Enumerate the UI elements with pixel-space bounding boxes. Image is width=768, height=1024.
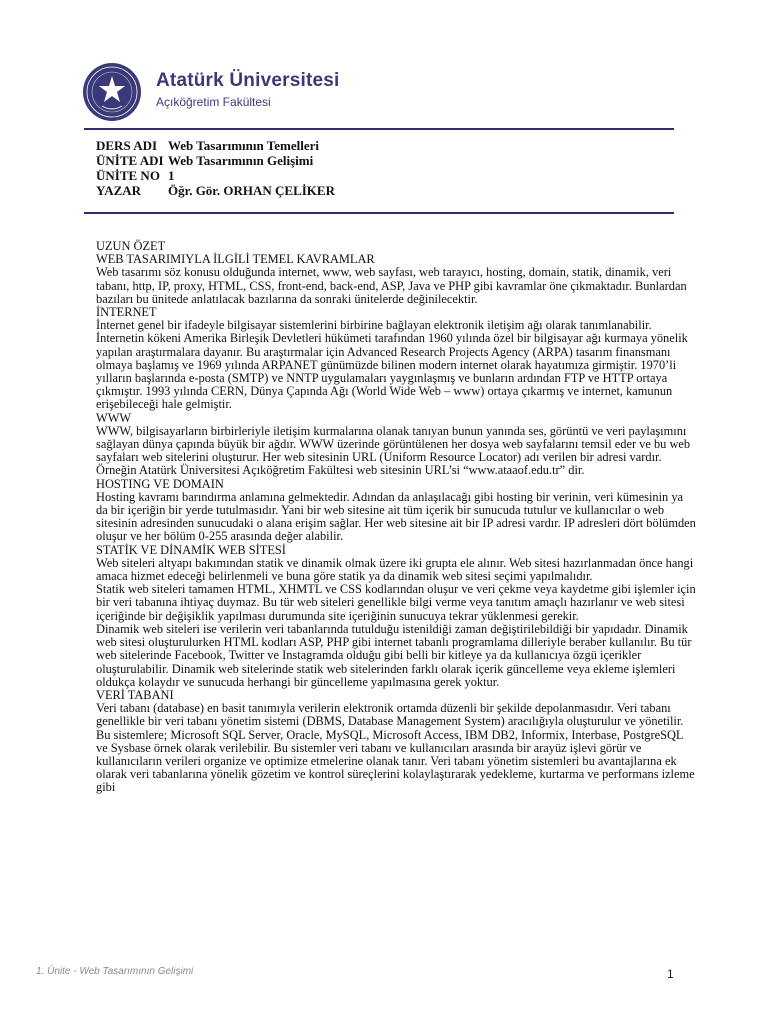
meta-value: Öğr. Gör. ORHAN ÇELİKER (168, 183, 335, 198)
faculty-name: Açıköğretim Fakültesi (156, 95, 271, 109)
meta-value: Web Tasarımının Temelleri (168, 138, 319, 153)
university-seal-icon (82, 62, 142, 122)
footer-unit-title: 1. Ünite - Web Tasarımının Gelişimi (36, 966, 194, 977)
paragraph: Statik web siteleri tamamen HTML, XHMTL ve CSS kodlarından oluşur ve veri çekme veya kaydetme gibi işlemler için bir veri tabanına ihtiyaç duymaz. Bu tür web siteleri genellikle bilgi verme veya tanıtım amaçlı hazırlanır ve web sitesi içeriğinde bir değişiklik yapılması durumunda site içeriğinin sunucuya tekrar yüklenmesi gerekir. (96, 582, 696, 623)
meta-label: ÜNİTE NO (96, 168, 160, 183)
header (82, 62, 482, 122)
meta-row-author (96, 183, 335, 198)
meta-label: YAZAR (96, 183, 142, 198)
meta-value: Web Tasarımının Gelişimi (168, 153, 314, 168)
paragraph: Hosting kavramı barındırma anlamına gelmektedir. Adından da anlaşılacağı gibi hosting bir verinin, veri kümesinin ya da bir içeriğin bir yerde tutulmasıdır. Yani bir web sitesine ait tüm içerik bir sunucuda tutulur ve kullanıcılar o web sitesinin adresinden sunucudaki o alana erişim sağlar. Her web sitesine ait bir IP adresi vardır. IP adresleri dört bölümden oluşur ve her bölüm 0-255 arasında değer alabilir. (96, 489, 696, 544)
meta-row-unit-name (96, 153, 335, 168)
page-number: 1 (667, 967, 674, 981)
meta-row-unit-no (96, 168, 335, 183)
meta-row-course (96, 138, 335, 153)
section-heading: İNTERNET (96, 305, 157, 320)
paragraph: Web tasarımı söz konusu olduğunda internet, www, web sayfası, web tarayıcı, hosting, domain, statik, dinamik, veri tabanı, http, IP, proxy, HTML, CSS, front-end, back-end, ASP, Java ve PHP gibi kavramlar öne çıkmaktadır. Bunlardan bazıları bu ünitede anlatılacak bazılarına da sonraki ünitelerde değinilecektir. (96, 265, 687, 306)
summary-content (96, 240, 696, 795)
section-heading: HOSTING VE DOMAIN (96, 476, 224, 491)
summary-title: UZUN ÖZET (96, 239, 166, 253)
meta-label: ÜNİTE ADI (96, 153, 164, 168)
section-heading: VERİ TABANI (96, 687, 174, 702)
paragraph: Dinamik web siteleri ise verilerin veri tabanlarında tutulduğu istenildiği zaman değiştirilebildiği bir yapıdadır. Dinamik web sitesi oluşturulurken HTML kodları ASP, PHP gibi internet tabanlı programlama dilleriyle beraber kullanılır. Bu tür web sitelerinde Facebook, Twitter ve Instagramda olduğu gibi belli bir kitleye ya da kullanıcıya özgü içerikler oluşturulabilir. Dinamik web sitelerinde statik web sitelerinden farklı olarak içerik güncelleme veya ekleme işlemleri oldukça kolaydır ve sunucuda herhangi bir güncelleme yapılmasına gerek yoktur. (96, 621, 692, 689)
course-meta (96, 138, 335, 198)
top-divider (84, 128, 674, 130)
university-name: Atatürk Üniversitesi (156, 70, 340, 91)
meta-divider (84, 212, 674, 214)
section-heading: STATİK VE DİNAMİK WEB SİTESİ (96, 542, 286, 557)
paragraph: İnternet genel bir ifadeyle bilgisayar sistemlerini birbirine bağlayan elektronik iletişim ağı olarak tanımlanabilir. İnternetin kökeni Amerika Birleşik Devletleri hükümeti tarafından 1960 yılında özel bir bilgisayar ağı kurmaya yönelik yapılan araştırmalara dayanır. Bu araştırmalar için Advanced Research Projects Agency (ARPA) tasarım finansmanı olmaya başlamış ve 1969 yılında ARPANET günümüzde bilinen modern internet olarak hayatımıza girmiştir. 1970’li yılların başlarında e-posta (SMTP) ve NNTP uygulamaları yaygınlaşmış ve bunların ardından FTP ve HTTP ortaya çıkmıştır. 1993 yılında CERN, Dünya Çapında Ağı (World Wide Web – www) ortaya çıkarmış ve internet, kamunun erişebileceği hale gelmiştir. (96, 318, 688, 412)
paragraph: Web siteleri altyapı bakımından statik ve dinamik olmak üzere iki grupta ele alınır. Web sitesi hazırlanmadan önce hangi amaca hizmet edeceği belirlenmeli ve buna göre statik ya da dinamik web sitesi seçimi yapılmalıdır. (96, 555, 694, 584)
section-heading: WWW (96, 410, 132, 425)
meta-label: DERS ADI (96, 138, 158, 153)
section-heading: WEB TASARIMIYLA İLGİLİ TEMEL KAVRAMLAR (96, 252, 375, 267)
meta-value: 1 (168, 168, 175, 183)
paragraph: Veri tabanı (database) en basit tanımıyla verilerin elektronik ortamda düzenli bir şekilde depolanmasıdır. Veri tabanı genellikle bir veri tabanı yönetim sistemi (DBMS, Database Management System) aracılığıyla oluşturulur ve yönetilir. Bu sistemlere; Microsoft SQL Server, Oracle, MySQL, Microsoft Access, IBM DB2, Informix, Interbase, PostgreSQL ve Sysbase örnek olarak verilebilir. Bu sistemler veri tabanı ve kullanıcıları arasında bir arayüz işlevi görür ve kullanıcıların verileri organize ve optimize etmelerine olanak tanır. Veri tabanı yönetim sistemleri bu avantajlarına ek olarak veri tabanlarına yönelik gözetim ve kontrol süreçlerini kolaylaştırarak yedekleme, kurtarma ve performans izleme gibi (96, 701, 695, 795)
paragraph: WWW, bilgisayarların birbirleriyle iletişim kurmalarına olanak tanıyan bunun yanında ses, görüntü ve veri paylaşımını sağlayan dünya çapında büyük bir ağdır. WWW üzerinde görüntülenen her dosya web sayfalarını temsil eder ve bu web sayfaları web sitelerini oluşturur. Her web sitesinin URL (Uniform Resource Locator) adı verilen bir adresi vardır. Örneğin Atatürk Üniversitesi Açıköğretim Fakültesi web sitesinin URL’si “www.ataaof.edu.tr” dir. (96, 423, 691, 478)
